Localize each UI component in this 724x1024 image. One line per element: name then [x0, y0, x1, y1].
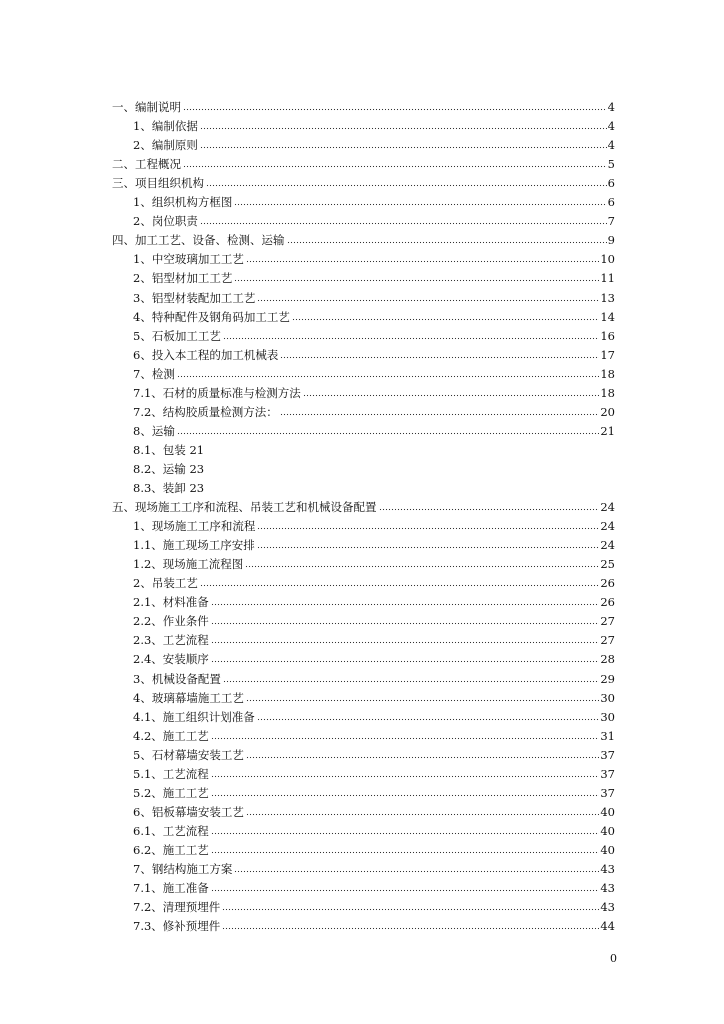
dot-leader	[303, 394, 600, 397]
dot-leader	[257, 299, 599, 302]
toc-entry[interactable]	[133, 781, 615, 800]
dot-leader	[211, 794, 600, 797]
toc-entry-page: 24	[600, 519, 615, 533]
toc-entry[interactable]	[133, 457, 615, 476]
toc-entry-page: 14	[600, 310, 615, 324]
toc-entry-page: 21	[600, 424, 615, 438]
dot-leader	[234, 203, 606, 206]
toc-entry-title: 5、石板加工工艺	[133, 329, 221, 343]
toc-entry-title: 7、钢结构施工方案	[133, 862, 233, 876]
toc-entry[interactable]	[133, 647, 615, 666]
dot-leader	[222, 908, 599, 911]
toc-entry[interactable]	[133, 590, 615, 609]
toc-entry-page: 43	[600, 900, 615, 914]
dot-leader	[211, 622, 600, 625]
toc-entry-title: 1、编制依据	[133, 119, 198, 133]
toc-entry[interactable]	[112, 495, 615, 514]
toc-entry[interactable]	[133, 571, 615, 590]
toc-entry[interactable]	[133, 381, 615, 400]
toc-entry[interactable]	[133, 514, 615, 533]
toc-entry[interactable]	[133, 324, 615, 343]
toc-entry[interactable]	[133, 247, 615, 266]
toc-entry-page: 18	[600, 367, 615, 381]
dot-leader	[200, 127, 607, 130]
toc-entry[interactable]	[133, 857, 615, 876]
toc-entry[interactable]	[133, 114, 615, 133]
toc-entry-title: 5.1、工艺流程	[133, 767, 209, 781]
dot-leader	[211, 737, 600, 740]
toc-entry-title: 1.2、现场施工流程图	[133, 557, 244, 571]
toc-entry-page: 24	[600, 538, 615, 552]
toc-entry[interactable]	[133, 552, 615, 571]
toc-entry-page: 5	[607, 157, 615, 171]
toc-entry-title: 6.1、工艺流程	[133, 824, 209, 838]
toc-entry[interactable]	[112, 95, 615, 114]
toc-entry-page: 18	[600, 386, 615, 400]
toc-entry[interactable]	[133, 533, 615, 552]
toc-entry-title: 5.2、施工工艺	[133, 786, 209, 800]
toc-entry-page: 13	[600, 291, 615, 305]
dot-leader	[223, 337, 600, 340]
toc-entry-page: 4	[607, 138, 615, 152]
toc-entry-title: 2、铝型材加工工艺	[133, 271, 233, 285]
toc-entry-page: 40	[600, 805, 615, 819]
toc-entry-page: 9	[607, 233, 615, 247]
toc-entry-page: 31	[600, 729, 615, 743]
toc-entry-title: 2、吊装工艺	[133, 576, 198, 590]
dot-leader	[211, 851, 600, 854]
dot-leader	[379, 508, 600, 511]
dot-leader	[257, 546, 600, 549]
toc-entry-title: 2.1、材料准备	[133, 595, 209, 609]
toc-entry[interactable]	[133, 609, 615, 628]
dot-leader	[200, 222, 607, 225]
dot-leader	[211, 641, 600, 644]
toc-entry-page: 29	[600, 672, 615, 686]
dot-leader	[223, 680, 600, 683]
toc-entry-title: 2.3、工艺流程	[133, 633, 209, 647]
toc-entry-page: 7	[607, 214, 615, 228]
dot-leader	[246, 260, 600, 263]
toc-entry-title: 7、检测	[133, 367, 175, 381]
dot-leader	[246, 756, 600, 759]
toc-entry[interactable]	[112, 152, 615, 171]
toc-entry-title: 7.1、石材的质量标准与检测方法	[133, 386, 301, 400]
dot-leader	[234, 870, 599, 873]
toc-entry[interactable]	[133, 838, 615, 857]
toc-entry[interactable]	[133, 209, 615, 228]
toc-entry-title: 4.1、施工组织计划准备	[133, 710, 255, 724]
toc-entry-title: 2、岗位职责	[133, 214, 198, 228]
toc-entry-title: 6.2、施工工艺	[133, 843, 209, 857]
toc-entry[interactable]	[133, 286, 615, 305]
dot-leader	[177, 375, 600, 378]
toc-entry-page: 17	[600, 348, 615, 362]
dot-leader	[211, 775, 600, 778]
toc-entry-title: 8.1、包装 21	[133, 443, 205, 457]
toc-entry-title: 1.1、施工现场工序安排	[133, 538, 255, 552]
dot-leader	[177, 432, 600, 435]
toc-entry[interactable]	[133, 343, 615, 362]
toc-entry[interactable]	[133, 362, 615, 381]
toc-entry-title: 8、运输	[133, 424, 175, 438]
toc-entry[interactable]	[133, 133, 615, 152]
toc-entry[interactable]	[133, 667, 615, 686]
toc-entry-page: 20	[600, 405, 615, 419]
dot-leader	[257, 718, 600, 721]
dot-leader	[246, 699, 600, 702]
toc-entry-title: 1、组织机构方框图	[133, 195, 233, 209]
toc-entry-page: 27	[600, 633, 615, 647]
toc-entry-page: 25	[600, 557, 615, 571]
toc-entry-page: 10	[600, 252, 615, 266]
dot-leader	[257, 527, 599, 530]
dot-leader	[245, 565, 599, 568]
toc-entry-page: 40	[600, 843, 615, 857]
toc-entry[interactable]	[112, 171, 615, 190]
toc-entry-page: 16	[600, 329, 615, 343]
toc-entry[interactable]	[133, 914, 615, 933]
toc-entry[interactable]	[133, 686, 615, 705]
toc-entry-title: 2.2、作业条件	[133, 614, 209, 628]
toc-entry-page: 6	[607, 195, 615, 209]
toc-entry[interactable]	[133, 266, 615, 285]
toc-entry-title: 3、机械设备配置	[133, 672, 221, 686]
toc-entry[interactable]	[112, 228, 615, 247]
toc-entry-page: 37	[600, 786, 615, 800]
dot-leader	[211, 832, 600, 835]
dot-leader	[211, 889, 600, 892]
toc-entry[interactable]	[133, 190, 615, 209]
dot-leader	[234, 279, 599, 282]
dot-leader	[222, 927, 599, 930]
toc-entry-page: 43	[600, 881, 615, 895]
toc-entry[interactable]	[133, 438, 615, 457]
toc-entry-title: 二、工程概况	[112, 157, 181, 171]
dot-leader	[183, 165, 607, 168]
toc-entry-page: 43	[600, 862, 615, 876]
toc-entry-title: 7.3、修补预埋件	[133, 919, 221, 933]
toc-entry-page: 26	[600, 595, 615, 609]
dot-leader	[211, 603, 600, 606]
toc-entry[interactable]	[133, 876, 615, 895]
page-number: 0	[610, 952, 617, 965]
toc-entry-title: 五、现场施工工序和流程、吊装工艺和机械设备配置	[112, 500, 377, 514]
toc-entry-title: 1、现场施工工序和流程	[133, 519, 256, 533]
dot-leader	[200, 146, 607, 149]
toc-entry[interactable]	[133, 705, 615, 724]
toc-entry-page: 28	[600, 652, 615, 666]
toc-entry-page: 4	[607, 100, 615, 114]
toc-entry[interactable]	[133, 762, 615, 781]
toc-entry-title: 5、石材幕墙安装工艺	[133, 748, 244, 762]
toc-entry-page: 44	[600, 919, 615, 933]
toc-entry-title: 7.2、结构胶质量检测方法：	[133, 405, 278, 419]
toc-entry-page: 6	[607, 176, 615, 190]
toc-entry-title: 3、铝型材装配加工工艺	[133, 291, 256, 305]
toc-entry[interactable]	[133, 419, 615, 438]
toc-entry[interactable]	[133, 724, 615, 743]
dot-leader	[206, 184, 607, 187]
toc-entry[interactable]	[133, 628, 615, 647]
dot-leader	[211, 660, 600, 663]
toc-entry[interactable]	[133, 400, 615, 419]
dot-leader	[280, 413, 600, 416]
toc-entry-page: 27	[600, 614, 615, 628]
toc-entry[interactable]	[133, 305, 615, 324]
toc-entry-title: 1、中空玻璃加工工艺	[133, 252, 244, 266]
dot-leader	[292, 318, 600, 321]
dot-leader	[200, 584, 600, 587]
toc-entry-title: 7.1、施工准备	[133, 881, 209, 895]
toc-entry-page: 11	[600, 271, 615, 285]
toc-entry[interactable]	[133, 800, 615, 819]
toc-entry-title: 四、加工工艺、设备、检测、运输	[112, 233, 285, 247]
toc-entry-title: 4、特种配件及钢角码加工工艺	[133, 310, 290, 324]
toc-entry[interactable]	[133, 895, 615, 914]
toc-entry-title: 6、投入本工程的加工机械表	[133, 348, 279, 362]
toc-entry[interactable]	[133, 476, 615, 495]
toc-entry-title: 4、玻璃幕墙施工工艺	[133, 691, 244, 705]
toc-entry-page: 30	[600, 691, 615, 705]
toc-entry-title: 一、编制说明	[112, 100, 181, 114]
dot-leader	[246, 813, 600, 816]
toc-entry-page: 40	[600, 824, 615, 838]
toc-entry-title: 三、项目组织机构	[112, 176, 204, 190]
toc-entry[interactable]	[133, 819, 615, 838]
toc-entry-title: 4.2、施工工艺	[133, 729, 209, 743]
toc-entry-page: 26	[600, 576, 615, 590]
dot-leader	[183, 108, 607, 111]
dot-leader	[287, 241, 607, 244]
toc-entry-page: 37	[600, 767, 615, 781]
toc-entry-page: 30	[600, 710, 615, 724]
dot-leader	[280, 356, 599, 359]
toc-entry-page: 4	[607, 119, 615, 133]
toc-entry-title: 8.3、装卸 23	[133, 481, 205, 495]
toc-entry-title: 6、铝板幕墙安装工艺	[133, 805, 244, 819]
toc-entry-title: 7.2、清理预埋件	[133, 900, 221, 914]
toc-entry-title: 2.4、安装顺序	[133, 652, 209, 666]
toc-entry-title: 2、编制原则	[133, 138, 198, 152]
toc-entry-page: 37	[600, 748, 615, 762]
toc-entry-page: 24	[600, 500, 615, 514]
toc-entry-title: 8.2、运输 23	[133, 462, 205, 476]
toc-entry[interactable]	[133, 743, 615, 762]
